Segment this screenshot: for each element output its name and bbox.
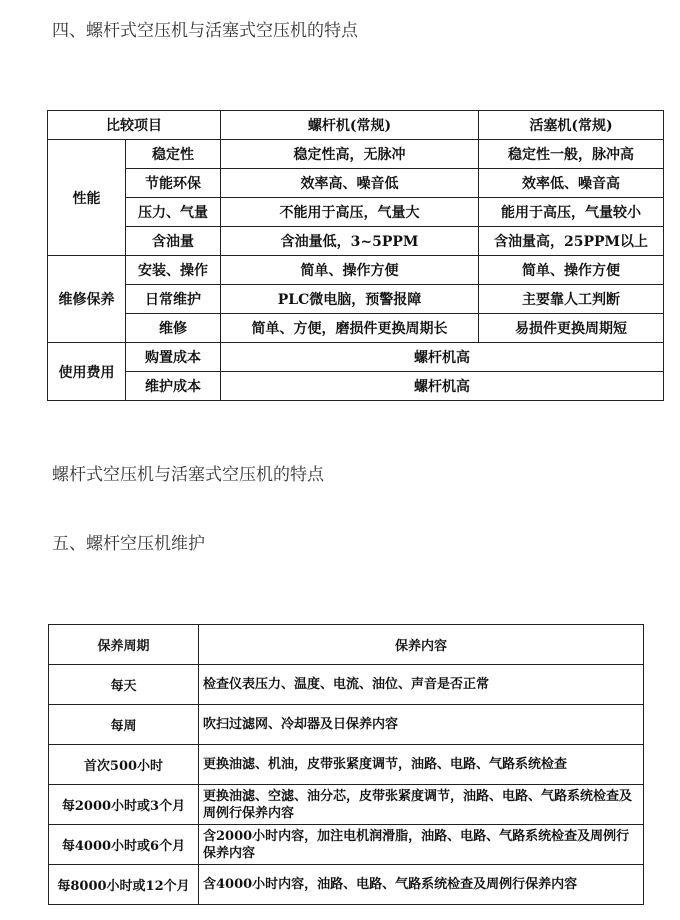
merged-cell: 螺杆机高 bbox=[221, 343, 664, 372]
comparison-table bbox=[47, 110, 664, 401]
table-row bbox=[49, 865, 644, 905]
content-cell: 含2000小时内容，加注电机润滑脂，油路、电路、气路系统检查及周例行保养内容 bbox=[199, 825, 644, 865]
piston-cell: 含油量高，25PPM以上 bbox=[479, 227, 664, 256]
period-cell: 每4000小时或6个月 bbox=[49, 825, 199, 865]
group-cell: 维修保养 bbox=[48, 256, 126, 343]
content-cell: 吹扫过滤网、冷却器及日保养内容 bbox=[199, 705, 644, 745]
piston-cell: 简单、操作方便 bbox=[479, 256, 664, 285]
header-cell: 螺杆机(常规) bbox=[221, 111, 479, 140]
item-cell: 购置成本 bbox=[126, 343, 221, 372]
table-row bbox=[48, 198, 664, 227]
table-row bbox=[49, 825, 644, 865]
piston-cell: 能用于高压，气量较小 bbox=[479, 198, 664, 227]
piston-cell: 效率低、噪音高 bbox=[479, 169, 664, 198]
merged-cell: 螺杆机高 bbox=[221, 372, 664, 401]
screw-cell: 稳定性高，无脉冲 bbox=[221, 140, 479, 169]
period-cell: 每天 bbox=[49, 665, 199, 705]
maintenance-table bbox=[48, 624, 644, 905]
piston-cell: 易损件更换周期短 bbox=[479, 314, 664, 343]
table-row bbox=[48, 285, 664, 314]
table-row bbox=[48, 372, 664, 401]
table-row bbox=[49, 745, 644, 785]
period-cell: 每2000小时或3个月 bbox=[49, 785, 199, 825]
table-row bbox=[48, 227, 664, 256]
screw-cell: 效率高、噪音低 bbox=[221, 169, 479, 198]
table-header-row bbox=[48, 111, 664, 140]
item-cell: 安装、操作 bbox=[126, 256, 221, 285]
item-cell: 稳定性 bbox=[126, 140, 221, 169]
item-cell: 维修 bbox=[126, 314, 221, 343]
table-row bbox=[48, 256, 664, 285]
table-row bbox=[48, 140, 664, 169]
period-cell: 首次500小时 bbox=[49, 745, 199, 785]
section-heading-5: 五、螺杆空压机维护 bbox=[52, 534, 205, 554]
item-cell: 维护成本 bbox=[126, 372, 221, 401]
content-cell: 含4000小时内容，油路、电路、气路系统检查及周例行保养内容 bbox=[199, 865, 644, 905]
piston-cell: 稳定性一般，脉冲高 bbox=[479, 140, 664, 169]
item-cell: 日常维护 bbox=[126, 285, 221, 314]
table-row bbox=[49, 665, 644, 705]
table-row bbox=[48, 343, 664, 372]
header-cell: 保养周期 bbox=[49, 625, 199, 665]
content-cell: 检查仪表压力、温度、电流、油位、声音是否正常 bbox=[199, 665, 644, 705]
screw-cell: 含油量低，3~5PPM bbox=[221, 227, 479, 256]
section-heading-4: 四、螺杆式空压机与活塞式空压机的特点 bbox=[52, 21, 358, 41]
screw-cell: 简单、操作方便 bbox=[221, 256, 479, 285]
header-cell: 保养内容 bbox=[199, 625, 644, 665]
content-cell: 更换油滤、空滤、油分芯，皮带张紧度调节，油路、电路、气路系统检查及周例行保养内容 bbox=[199, 785, 644, 825]
item-cell: 含油量 bbox=[126, 227, 221, 256]
group-cell: 性能 bbox=[48, 140, 126, 256]
screw-cell: PLC微电脑，预警报障 bbox=[221, 285, 479, 314]
period-cell: 每周 bbox=[49, 705, 199, 745]
table-row bbox=[48, 314, 664, 343]
period-cell: 每8000小时或12个月 bbox=[49, 865, 199, 905]
table-row bbox=[48, 169, 664, 198]
screw-cell: 不能用于高压，气量大 bbox=[221, 198, 479, 227]
header-cell: 比较项目 bbox=[48, 111, 221, 140]
content-cell: 更换油滤、机油，皮带张紧度调节，油路、电路、气路系统检查 bbox=[199, 745, 644, 785]
piston-cell: 主要靠人工判断 bbox=[479, 285, 664, 314]
header-cell: 活塞机(常规) bbox=[479, 111, 664, 140]
table-row bbox=[49, 785, 644, 825]
group-cell: 使用费用 bbox=[48, 343, 126, 401]
caption-text: 螺杆式空压机与活塞式空压机的特点 bbox=[52, 465, 324, 485]
table-row bbox=[49, 705, 644, 745]
item-cell: 节能环保 bbox=[126, 169, 221, 198]
table-header-row bbox=[49, 625, 644, 665]
screw-cell: 简单、方便，磨损件更换周期长 bbox=[221, 314, 479, 343]
item-cell: 压力、气量 bbox=[126, 198, 221, 227]
